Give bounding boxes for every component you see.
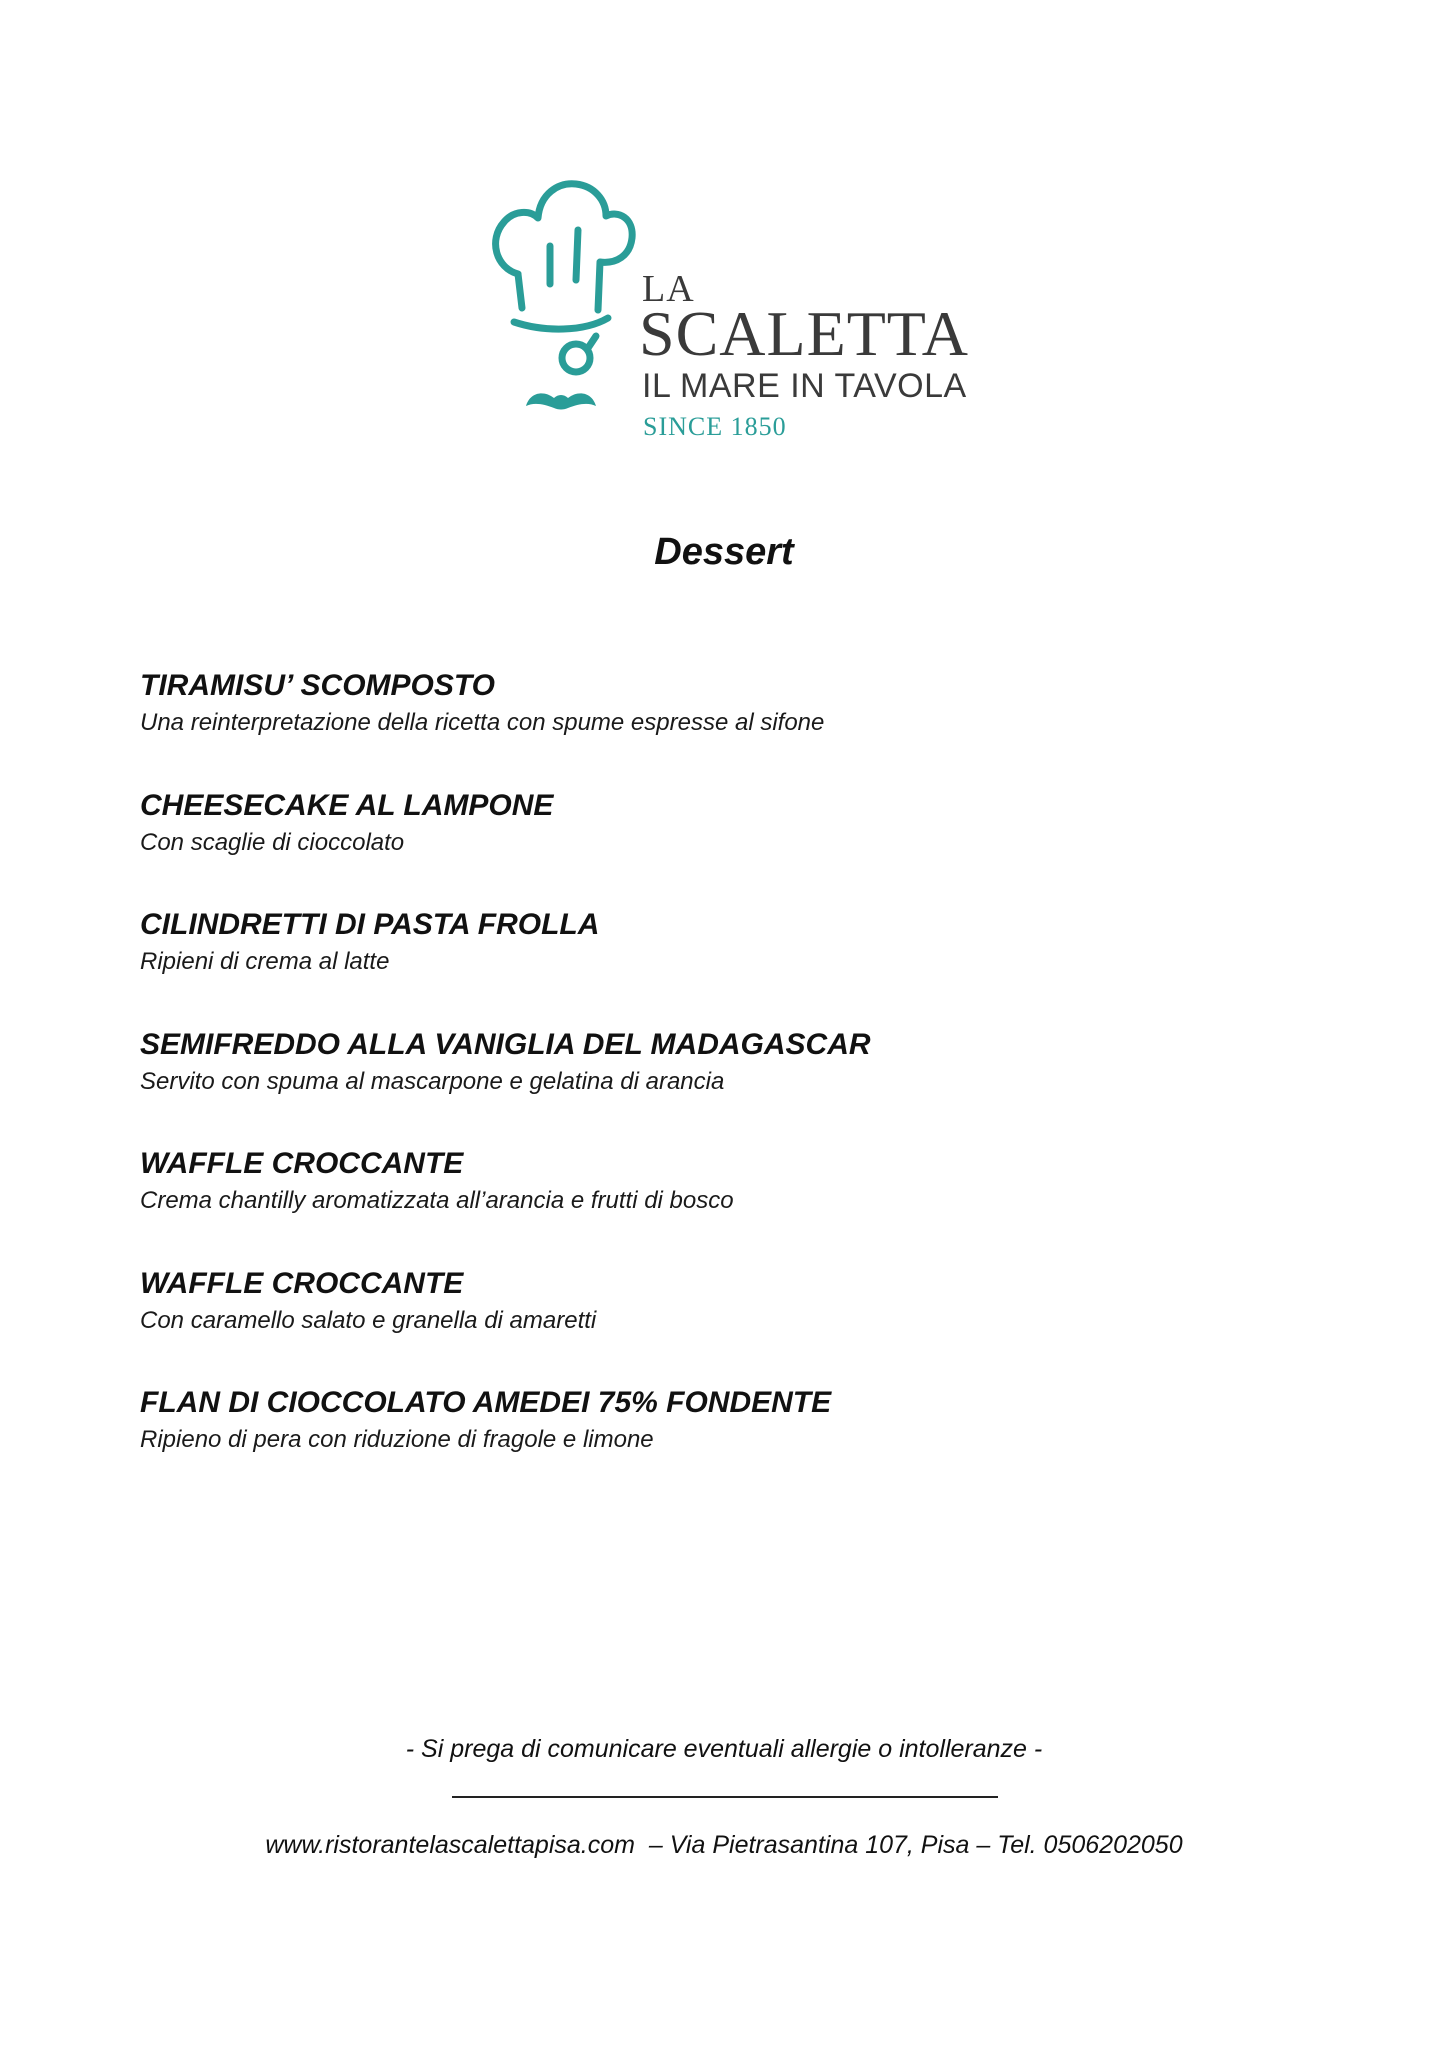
menu-item-name: TIRAMISU’ SCOMPOSTO <box>140 669 496 702</box>
restaurant-logo <box>484 176 1004 441</box>
menu-item-description: Una reinterpretazione della ricetta con spume espresse al sifone <box>140 709 825 736</box>
dessert-menu-list <box>140 666 1340 1503</box>
brand-name-line2: SCALETTA <box>639 298 969 369</box>
menu-item-name: WAFFLE CROCCANTE <box>140 1266 464 1300</box>
menu-item-description: Ripieno di pera con riduzione di fragole e limone <box>140 1426 654 1453</box>
footer-divider <box>452 1796 998 1798</box>
menu-item-name: SEMIFREDDO ALLA VANIGLIA DEL MADAGASCAR <box>140 1027 871 1061</box>
brand-since: SINCE 1850 <box>643 412 787 441</box>
menu-item-description: Con caramello salato e granella di amaretti <box>140 1306 597 1334</box>
menu-item <box>140 1264 1340 1384</box>
menu-item-name: WAFFLE CROCCANTE <box>140 1147 464 1180</box>
menu-item-name: CILINDRETTI DI PASTA FROLLA <box>140 908 600 941</box>
menu-item-name: FLAN DI CIOCCOLATO AMEDEI 75% FONDENTE <box>140 1386 832 1419</box>
menu-item <box>140 1025 1340 1145</box>
menu-item <box>140 786 1340 906</box>
menu-item-name: CHEESECAKE AL LAMPONE <box>140 788 554 822</box>
menu-item-description: Ripieni di crema al latte <box>140 948 390 975</box>
menu-item <box>140 905 1340 1025</box>
contact-info: www.ristorantelascalettapisa.com – Via Pietrasantina 107, Pisa – Tel. 0506202050 <box>265 1831 1183 1859</box>
menu-item-description: Crema chantilly aromatizzata all’arancia e frutti di bosco <box>140 1187 734 1214</box>
brand-tagline: IL MARE IN TAVOLA <box>642 367 967 405</box>
menu-item <box>140 1383 1340 1503</box>
section-title: Dessert <box>654 531 794 573</box>
menu-item-description: Con scaglie di cioccolato <box>140 828 405 856</box>
brand-name-line1: LA <box>642 268 695 310</box>
menu-item <box>140 1144 1340 1264</box>
chef-hat-mustache-icon <box>484 176 634 426</box>
allergy-notice: - Si prega di comunicare eventuali allergie o intolleranze - <box>405 1735 1043 1763</box>
menu-item <box>140 666 1340 786</box>
menu-item-description: Servito con spuma al mascarpone e gelatina di arancia <box>140 1067 725 1095</box>
